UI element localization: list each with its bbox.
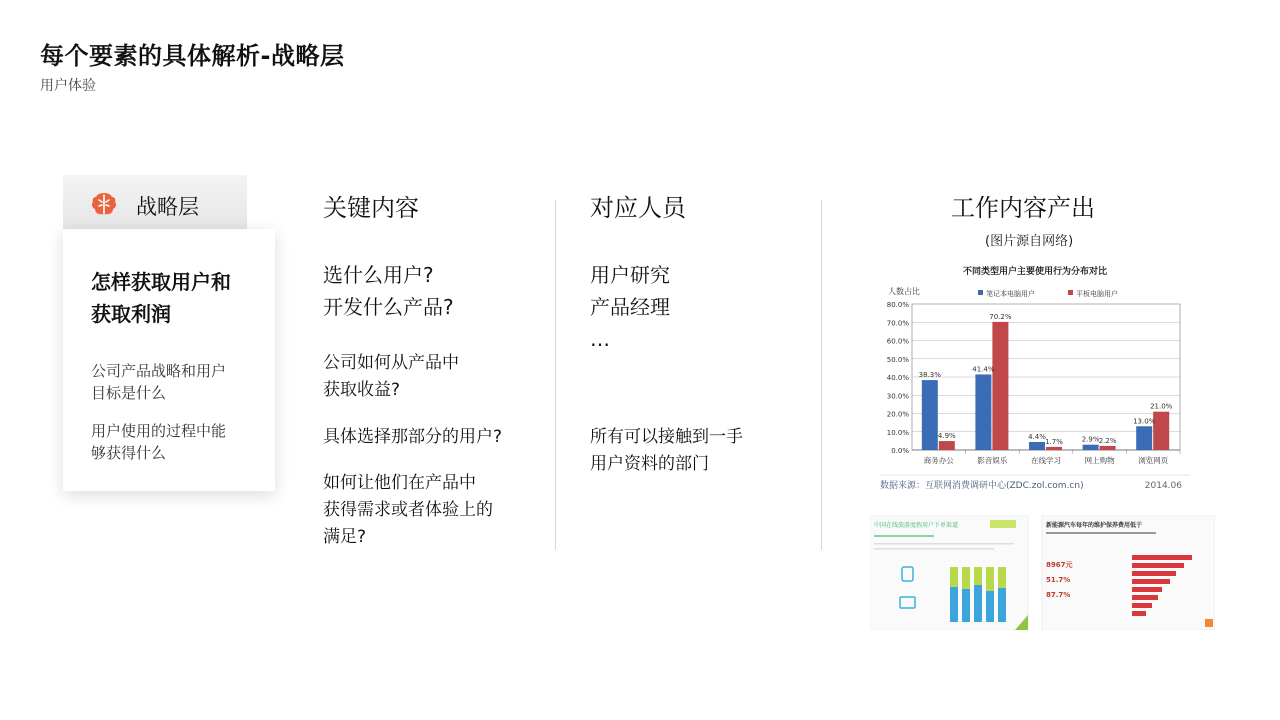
key-point [323, 470, 493, 551]
report-thumbnails [870, 515, 1215, 630]
role-item: 用户研究 [590, 263, 670, 287]
thumbnail-line [874, 543, 1014, 545]
chart-ytick-label: 40.0% [886, 374, 909, 382]
chart-bar [1136, 426, 1152, 450]
role-ellipsis: … [590, 327, 610, 351]
thumbnail-logo [1205, 619, 1213, 627]
thumbnail-line [874, 548, 994, 550]
chart-data-label: 21.0% [1150, 402, 1173, 411]
chart-data-label: 4.4% [1028, 432, 1046, 441]
card-paragraph [91, 420, 251, 464]
card-text-line: 够获得什么 [91, 444, 167, 462]
people-description-line: 所有可以接触到一手 [590, 427, 743, 447]
chart-ytick-label: 30.0% [886, 392, 909, 401]
chart-bar [939, 441, 955, 450]
strategy-tab-label: 战略层 [136, 195, 199, 219]
chart-source: 数据来源：互联网消费调研中心(ZDC.zol.com.cn) [880, 481, 1084, 491]
column-divider [821, 200, 822, 550]
thumbnail-value: 51.7% [1046, 576, 1071, 584]
key-question: 开发什么产品? [323, 295, 454, 319]
key-point-line: 满足? [323, 527, 367, 547]
chart-data-label: 2.9% [1081, 435, 1100, 444]
chart-ytick-label: 50.0% [886, 355, 909, 364]
chart-bar [922, 380, 938, 450]
output-title: 工作内容产出 [951, 194, 1095, 222]
card-heading [91, 266, 261, 330]
chart-bar [1046, 447, 1062, 450]
people-description [590, 424, 743, 478]
chart-data-label: 38.3% [918, 371, 941, 380]
thumbnail-line [874, 535, 934, 537]
chart-bar [975, 374, 991, 450]
key-point-line: 如何让他们在产品中 [323, 473, 476, 493]
thumbnail-ev-title: 新能源汽车每年的维护保养费用低于 [1046, 522, 1143, 529]
card-heading-line: 怎样获取用户和 [91, 270, 231, 294]
chart-data-label: 2.2% [1098, 436, 1117, 445]
chart-ytick-label: 0.0% [891, 447, 909, 455]
chart-data-label: 4.9% [937, 432, 956, 441]
thumbnail-travel-title: 中国在线旅游度假用户下单渠道 [874, 522, 959, 529]
chart-ytick-label: 20.0% [886, 410, 909, 419]
chart-bar [1083, 445, 1099, 450]
key-point-line: 公司如何从产品中 [323, 353, 459, 373]
chart-ytick-label: 70.0% [886, 319, 909, 328]
thumbnail-logo [990, 520, 1016, 528]
chart-legend-swatch [978, 290, 983, 295]
thumbnail-value: 87.7% [1046, 591, 1071, 599]
thumbnail-line [1046, 532, 1156, 534]
chart-legend-label: 笔记本电脑用户 [986, 290, 1035, 298]
key-content-title: 关键内容 [323, 194, 419, 222]
key-point [323, 350, 459, 404]
key-point: 具体选择那部分的用户? [323, 427, 503, 447]
chart-bar [1100, 446, 1116, 450]
chart-category-label: 商务办公 [923, 456, 954, 465]
key-question: 选什么用户? [323, 263, 434, 287]
chart-ytick-label: 80.0% [886, 301, 909, 309]
key-point-line: 获得需求或者体验上的 [323, 500, 493, 520]
chart-legend-swatch [1068, 290, 1073, 295]
card-paragraph [91, 360, 251, 404]
people-title: 对应人员 [590, 194, 686, 222]
chart-category-label: 在线学习 [1031, 456, 1061, 465]
key-point-line: 获取收益? [323, 380, 401, 400]
chart-data-label: 1.7% [1045, 437, 1063, 446]
chart-ytick-label: 60.0% [886, 337, 909, 346]
chart-ytick-label: 10.0% [886, 428, 909, 437]
page-subtitle: 用户体验 [40, 78, 96, 94]
chart-title: 不同类型用户主要使用行为分布对比 [962, 267, 1108, 277]
card-text-line: 用户使用的过程中能 [91, 422, 227, 440]
chart-data-label: 13.0% [1133, 417, 1156, 426]
image-source-note: (图片源自网络) [985, 234, 1074, 249]
card-text-line: 公司产品战略和用户 [91, 362, 227, 380]
role-item: 产品经理 [590, 295, 670, 319]
chart-bar [1153, 412, 1169, 450]
column-divider [555, 200, 556, 550]
chart-category-label: 浏览网页 [1138, 456, 1169, 465]
chart-data-label: 41.4% [972, 365, 995, 374]
page-title: 每个要素的具体解析-战略层 [40, 42, 345, 70]
people-description-line: 用户资料的部门 [590, 454, 709, 474]
chart-ylabel: 人数占比 [888, 287, 920, 296]
chart-date: 2014.06 [1144, 481, 1182, 491]
chart-bar [992, 322, 1008, 450]
chart-data-label: 70.2% [989, 312, 1012, 321]
chart-legend-label: 平板电脑用户 [1076, 290, 1118, 298]
card-heading-line: 获取利润 [91, 302, 171, 326]
usage-bar-chart [870, 262, 1200, 497]
thumbnail-value: 8967元 [1046, 561, 1073, 569]
chart-category-label: 网上购物 [1084, 456, 1115, 465]
brain-icon [90, 190, 118, 218]
chart-bar [1029, 442, 1045, 450]
chart-category-label: 影音娱乐 [977, 456, 1008, 465]
card-text-line: 目标是什么 [91, 384, 167, 402]
